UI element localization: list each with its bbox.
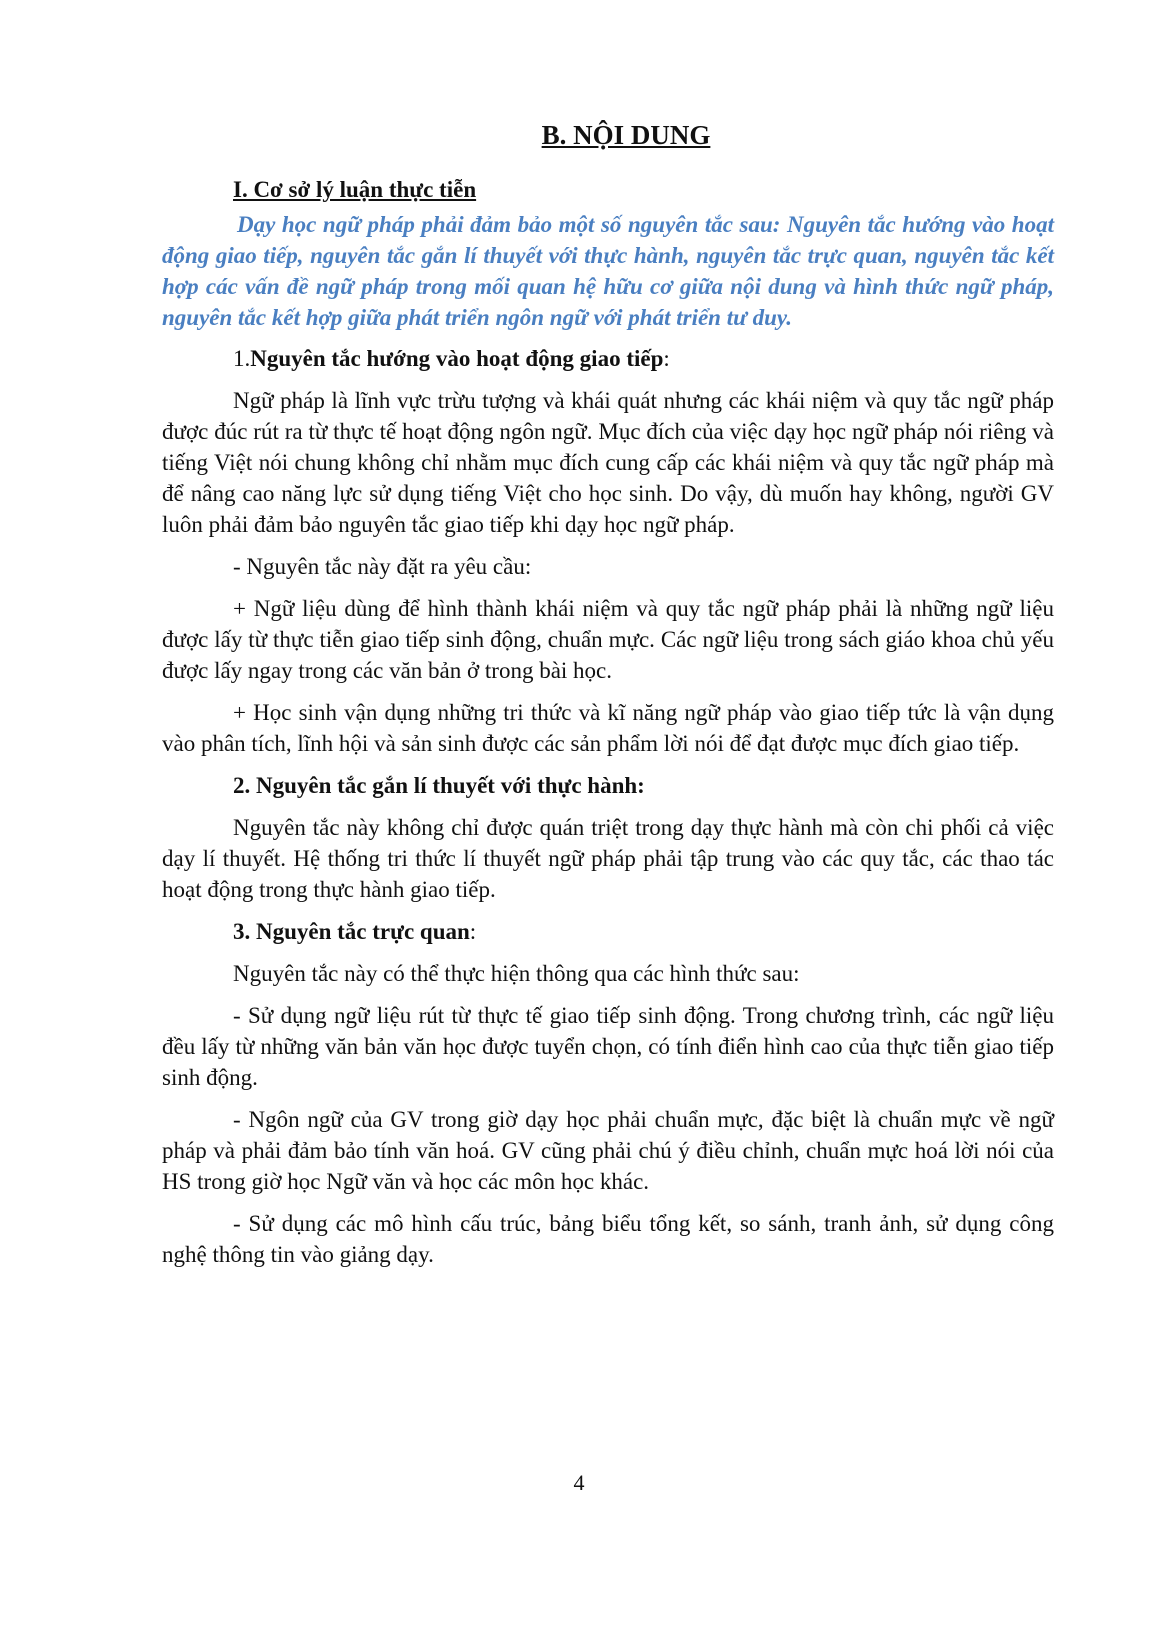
page-title: B. NỘI DUNG: [541, 120, 711, 150]
heading-3-tail: :: [469, 919, 477, 944]
intro-paragraph: Dạy học ngữ pháp phải đảm bảo một số nguyên tắc sau: Nguyên tắc hướng vào hoạt động giao tiếp, nguyên tắc gắn lí thuyết với thực hành, nguyên tắc trực quan, nguyên tắc kết hợp các vấn đề ngữ pháp trong mối quan hệ hữu cơ giữa nội dung và hình thức ngữ pháp, nguyên tắc kết hợp giữa phát triển ngôn ngữ với phát triển tư duy.: [162, 212, 1054, 330]
paragraph-3: + Ngữ liệu dùng để hình thành khái niệm và quy tắc ngữ pháp phải là những ngữ liệu được lấy từ thực tiễn giao tiếp sinh động, chuẩn mực. Các ngữ liệu trong sách giáo khoa chủ yếu được lấy ngay trong các văn bản ở trong bài học.: [162, 596, 1054, 683]
heading-3: [162, 916, 1054, 947]
document-page: [162, 120, 1054, 1281]
heading-1-text: Nguyên tắc hướng vào hoạt động giao tiếp: [250, 346, 664, 371]
heading-2-num: 2: [233, 773, 245, 798]
heading-2-text: . Nguyên tắc gắn lí thuyết với thực hành:: [244, 773, 645, 798]
paragraph-1: Ngữ pháp là lĩnh vực trừu tượng và khái quát nhưng các khái niệm và quy tắc ngữ pháp được đúc rút ra từ thực tế hoạt động ngôn ngữ. Mục đích của việc dạy học ngữ pháp nói riêng và tiếng Việt nói chung không chỉ nhằm mục đích cung cấp các khái niệm và quy tắc ngữ pháp mà để nâng cao năng lực sử dụng tiếng Việt cho học sinh. Do vậy, dù muốn hay không, người GV luôn phải đảm bảo nguyên tắc giao tiếp khi dạy học ngữ pháp.: [162, 388, 1054, 537]
paragraph-8: - Ngôn ngữ của GV trong giờ dạy học phải chuẩn mực, đặc biệt là chuẩn mực về ngữ pháp và phải đảm bảo tính văn hoá. GV cũng phải chú ý điều chỉnh, chuẩn mực hoá lời nói của HS trong giờ học Ngữ văn và học các môn học khác.: [162, 1107, 1054, 1194]
paragraph-6: Nguyên tắc này có thể thực hiện thông qua các hình thức sau:: [233, 961, 800, 986]
heading-2: [162, 770, 1054, 801]
page-number: 4: [573, 1470, 585, 1495]
section-heading: I. Cơ sở lý luận thực tiễn: [233, 177, 477, 202]
heading-1: [162, 343, 1054, 374]
paragraph-5: Nguyên tắc này không chỉ được quán triệt trong dạy thực hành mà còn chi phối cả việc dạy lí thuyết. Hệ thống tri thức lí thuyết ngữ pháp phải tập trung vào các quy tắc, các thao tác hoạt động trong thực hành giao tiếp.: [162, 815, 1054, 902]
paragraph-9: - Sử dụng các mô hình cấu trúc, bảng biểu tổng kết, so sánh, tranh ảnh, sử dụng công nghệ thông tin vào giảng dạy.: [162, 1211, 1054, 1267]
heading-3-text: 3. Nguyên tắc trực quan: [233, 919, 470, 944]
heading-1-num: 1.: [233, 346, 251, 371]
paragraph-7: - Sử dụng ngữ liệu rút từ thực tế giao tiếp sinh động. Trong chương trình, các ngữ liệu đều lấy từ những văn bản văn học được tuyển chọn, có tính điển hình cao của thực tiễn giao tiếp sinh động.: [162, 1003, 1054, 1090]
paragraph-4: + Học sinh vận dụng những tri thức và kĩ năng ngữ pháp vào giao tiếp tức là vận dụng vào phân tích, lĩnh hội và sản sinh được các sản phẩm lời nói để đạt được mục đích giao tiếp.: [162, 700, 1054, 756]
heading-1-tail: :: [663, 346, 670, 371]
paragraph-2: - Nguyên tắc này đặt ra yêu cầu:: [233, 554, 532, 579]
